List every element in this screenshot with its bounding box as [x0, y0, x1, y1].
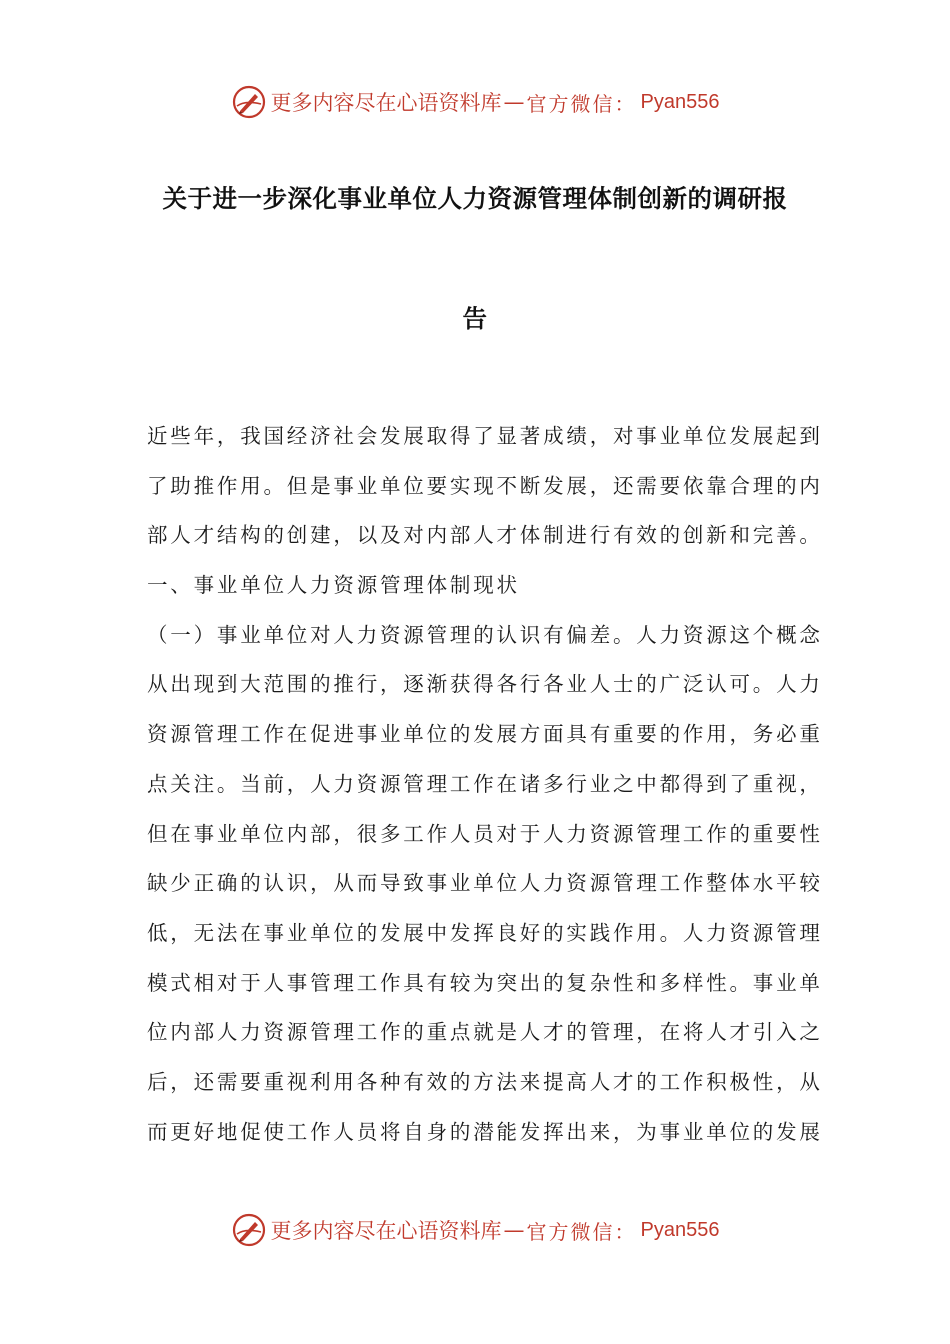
body-line: （一）事业单位对人力资源管理的认识有偏差。人力资源这个概念 [147, 622, 823, 647]
document-title-line1: 关于进一步深化事业单位人力资源管理体制创新的调研报 [162, 184, 788, 213]
body-line: 近些年，我国经济社会发展取得了显著成绩，对事业单位发展起到 [147, 424, 823, 448]
banner-wechat-id: Pyan556 [640, 90, 720, 113]
body-line: 点关注。当前，人力资源管理工作在诸多行业之中都得到了重视， [147, 771, 823, 796]
body-line: 低，无法在事业单位的发展中发挥良好的实践作用。人力资源管理 [147, 920, 823, 945]
body-line: 后，还需要重视利用各种有效的方法来提高人才的工作积极性，从 [147, 1069, 823, 1094]
document-body [147, 412, 823, 1157]
footer-banner [0, 1208, 950, 1252]
document-title-line2: 告 [462, 304, 488, 333]
body-line: 模式相对于人事管理工作具有较为突出的复杂性和多样性。事业单 [147, 970, 823, 995]
body-line: 位内部人力资源管理工作的重点就是人才的管理，在将人才引入之 [147, 1020, 823, 1045]
section-heading: 一、事业单位人力资源管理体制现状 [147, 573, 520, 598]
body-line: 部人才结构的创建，以及对内部人才体制进行有效的创新和完善。 [147, 523, 823, 548]
body-line: 缺少正确的认识，从而导致事业单位人力资源管理工作整体水平较 [147, 871, 823, 896]
header-banner [0, 80, 950, 124]
banner-official-label: 官方微信： [526, 91, 637, 116]
pen-logo-icon [231, 84, 267, 120]
body-line: 资源管理工作在促进事业单位的发展方面具有重要的作用，务必重 [147, 722, 823, 747]
body-line: 了助推作用。但是事业单位要实现不断发展，还需要依靠合理的内 [147, 473, 823, 498]
banner-brand-text: 更多内容尽在心语资料库 [270, 91, 502, 115]
footer-official-label: 官方微信： [526, 1219, 637, 1244]
body-line: 但在事业单位内部，很多工作人员对于人力资源管理工作的重要性 [147, 821, 823, 846]
pen-logo-icon [231, 1212, 267, 1248]
banner-dash: — [503, 90, 525, 114]
body-line: 从出现到大范围的推行，逐渐获得各行各业人士的广泛认可。人力 [147, 672, 823, 697]
footer-dash: — [503, 1218, 525, 1242]
footer-wechat-id: Pyan556 [640, 1218, 720, 1241]
body-line: 而更好地促使工作人员将自身的潜能发挥出来，为事业单位的发展 [147, 1119, 823, 1144]
footer-brand-text: 更多内容尽在心语资料库 [270, 1219, 502, 1243]
